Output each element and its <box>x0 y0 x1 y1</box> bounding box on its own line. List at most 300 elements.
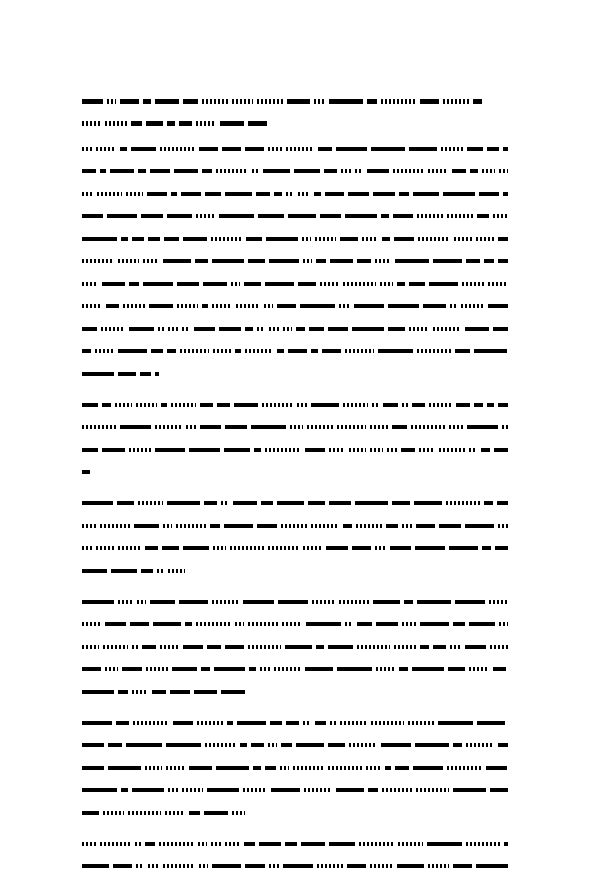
word-mark <box>352 546 371 550</box>
word-mark <box>285 842 297 846</box>
word-mark <box>186 425 196 429</box>
word-mark <box>257 99 283 104</box>
word-mark <box>105 667 118 671</box>
word-mark <box>486 766 507 770</box>
word-mark <box>493 667 506 671</box>
word-mark <box>162 546 179 550</box>
text-line <box>82 763 512 772</box>
word-mark <box>118 690 128 694</box>
word-mark <box>183 645 203 649</box>
word-mark <box>399 192 409 196</box>
word-mark <box>488 282 508 286</box>
word-mark <box>433 259 463 263</box>
word-mark <box>494 448 508 452</box>
word-mark <box>212 600 239 604</box>
word-mark <box>265 448 301 452</box>
text-line <box>82 718 512 727</box>
word-mark <box>152 690 166 694</box>
word-mark <box>118 546 142 550</box>
text-line <box>82 499 512 508</box>
word-mark <box>450 304 457 308</box>
word-mark <box>129 282 139 286</box>
word-mark <box>182 788 203 792</box>
word-mark <box>103 811 124 815</box>
word-mark <box>487 147 499 151</box>
word-mark <box>393 214 413 218</box>
word-mark <box>136 864 144 868</box>
word-mark <box>166 743 201 747</box>
word-mark <box>493 327 508 331</box>
word-mark <box>479 192 499 196</box>
word-mark <box>382 788 412 792</box>
word-mark <box>248 121 267 126</box>
word-mark <box>245 349 273 353</box>
word-mark <box>231 282 240 286</box>
word-mark <box>202 99 228 104</box>
word-mark <box>476 237 494 241</box>
title-line <box>82 97 512 106</box>
word-mark <box>466 259 480 263</box>
word-mark <box>355 501 388 505</box>
word-mark <box>375 259 391 263</box>
word-mark <box>390 546 411 550</box>
word-mark <box>101 327 125 331</box>
word-mark <box>141 569 153 573</box>
word-mark <box>133 721 169 725</box>
word-mark <box>370 448 383 452</box>
word-mark <box>420 622 449 626</box>
word-mark <box>453 743 462 747</box>
word-mark <box>138 169 147 173</box>
word-mark <box>245 864 266 868</box>
word-mark <box>117 501 135 505</box>
word-mark <box>82 304 102 308</box>
word-mark <box>467 147 483 151</box>
word-mark <box>82 282 98 286</box>
word-mark <box>165 811 185 815</box>
word-mark <box>183 237 207 241</box>
word-mark <box>465 524 494 528</box>
text-line <box>82 521 512 530</box>
word-mark <box>118 259 140 263</box>
word-mark <box>381 214 389 218</box>
word-mark <box>312 600 335 604</box>
word-mark <box>314 192 321 196</box>
word-mark <box>305 667 333 671</box>
text-line <box>82 839 512 848</box>
word-mark <box>262 403 293 407</box>
word-mark <box>456 403 470 407</box>
word-mark <box>107 99 116 104</box>
word-mark <box>504 842 508 846</box>
word-mark <box>177 282 199 286</box>
word-mark <box>82 448 98 452</box>
word-mark <box>307 425 333 429</box>
word-mark <box>145 546 158 550</box>
word-mark <box>380 282 393 286</box>
word-mark <box>82 864 109 868</box>
word-mark <box>200 425 221 429</box>
word-mark <box>82 259 114 263</box>
word-mark <box>103 645 128 649</box>
word-mark <box>205 743 236 747</box>
word-mark <box>105 622 126 626</box>
word-mark <box>118 349 147 353</box>
word-mark <box>470 169 478 173</box>
word-mark <box>168 788 178 792</box>
word-mark <box>259 842 281 846</box>
word-mark <box>371 147 405 151</box>
word-mark <box>264 304 273 308</box>
word-mark <box>122 667 142 671</box>
word-mark <box>429 282 459 286</box>
word-mark <box>128 811 161 815</box>
word-mark <box>345 622 354 626</box>
text-line <box>82 597 512 606</box>
word-mark <box>257 524 277 528</box>
word-mark <box>194 327 215 331</box>
word-mark <box>170 690 190 694</box>
word-mark <box>271 788 300 792</box>
word-mark <box>356 524 382 528</box>
text-line <box>82 808 512 817</box>
word-mark <box>502 425 508 429</box>
word-mark <box>232 811 245 815</box>
word-mark <box>398 842 423 846</box>
word-mark <box>269 864 279 868</box>
word-mark <box>171 192 177 196</box>
word-mark <box>490 645 508 649</box>
word-mark <box>482 169 495 173</box>
word-mark <box>452 169 466 173</box>
word-mark <box>123 304 146 308</box>
word-mark <box>395 766 409 770</box>
word-mark <box>453 788 487 792</box>
word-mark <box>183 99 198 104</box>
word-mark <box>308 501 325 505</box>
word-mark <box>204 501 217 505</box>
word-mark <box>211 237 242 241</box>
word-mark <box>82 546 92 550</box>
word-mark <box>212 864 241 868</box>
word-mark <box>427 842 463 846</box>
word-mark <box>399 667 408 671</box>
word-mark <box>268 546 299 550</box>
word-mark <box>172 667 197 671</box>
word-mark <box>285 645 312 649</box>
word-mark <box>256 192 270 196</box>
word-mark <box>484 259 494 263</box>
word-mark <box>329 448 346 452</box>
word-mark <box>378 349 413 353</box>
word-mark <box>386 524 398 528</box>
word-mark <box>82 811 99 815</box>
word-mark <box>373 192 395 196</box>
word-mark <box>419 448 435 452</box>
word-mark <box>416 524 435 528</box>
word-mark <box>202 169 212 173</box>
word-mark <box>288 349 307 353</box>
word-mark <box>221 690 245 694</box>
word-mark <box>324 169 337 173</box>
word-mark <box>108 743 122 747</box>
word-mark <box>252 169 259 173</box>
word-mark <box>196 214 215 218</box>
word-mark <box>219 214 254 218</box>
word-mark <box>453 622 466 626</box>
word-mark <box>345 349 374 353</box>
word-mark <box>282 622 302 626</box>
word-mark <box>329 842 356 846</box>
word-mark <box>225 842 240 846</box>
word-mark <box>199 864 208 868</box>
word-mark <box>455 349 470 353</box>
text-line <box>82 189 512 198</box>
word-mark <box>283 327 292 331</box>
word-mark <box>220 121 244 126</box>
word-mark <box>499 169 508 173</box>
text-line <box>82 544 512 553</box>
title-line <box>82 119 512 128</box>
word-mark <box>221 501 229 505</box>
word-mark <box>202 304 208 308</box>
word-mark <box>120 147 127 151</box>
word-mark <box>370 425 388 429</box>
word-mark <box>222 147 241 151</box>
word-mark <box>286 192 294 196</box>
word-mark <box>82 147 92 151</box>
word-mark <box>150 169 170 173</box>
word-mark <box>383 403 398 407</box>
word-mark <box>449 546 479 550</box>
word-mark <box>277 501 304 505</box>
word-mark <box>100 524 130 528</box>
word-mark <box>157 569 164 573</box>
word-mark <box>194 690 217 694</box>
word-mark <box>417 600 451 604</box>
word-mark <box>108 766 141 770</box>
word-mark <box>366 766 381 770</box>
word-mark <box>132 237 144 241</box>
word-mark <box>132 645 139 649</box>
word-mark <box>311 349 318 353</box>
word-mark <box>296 743 325 747</box>
text-line <box>82 234 512 243</box>
word-mark <box>454 237 472 241</box>
word-mark <box>177 304 198 308</box>
word-mark <box>340 237 358 241</box>
word-mark <box>200 403 213 407</box>
text-line <box>82 620 512 629</box>
word-mark <box>416 788 449 792</box>
word-mark <box>497 501 508 505</box>
word-mark <box>348 192 370 196</box>
word-mark <box>96 147 116 151</box>
word-mark <box>441 147 464 151</box>
word-mark <box>82 690 114 694</box>
word-mark <box>163 864 195 868</box>
word-mark <box>418 237 451 241</box>
word-mark <box>235 622 245 626</box>
word-mark <box>136 403 158 407</box>
word-mark <box>287 99 310 104</box>
word-mark <box>230 546 265 550</box>
word-mark <box>96 546 114 550</box>
word-mark <box>82 121 101 126</box>
word-mark <box>246 237 262 241</box>
word-mark <box>265 282 294 286</box>
paragraph <box>82 597 512 696</box>
word-mark <box>82 169 96 173</box>
word-mark <box>484 501 493 505</box>
word-mark <box>212 259 245 263</box>
word-mark <box>448 667 465 671</box>
word-mark <box>293 766 324 770</box>
word-mark <box>477 214 489 218</box>
word-mark <box>349 743 377 747</box>
text-line <box>82 642 512 651</box>
paragraph <box>82 400 512 477</box>
word-mark <box>318 147 332 151</box>
word-mark <box>328 645 354 649</box>
word-mark <box>143 99 151 104</box>
word-mark <box>311 524 339 528</box>
word-mark <box>240 743 247 747</box>
word-mark <box>343 282 376 286</box>
word-mark <box>428 864 449 868</box>
word-mark <box>474 403 483 407</box>
word-mark <box>415 546 445 550</box>
word-mark <box>499 622 508 626</box>
word-mark <box>493 214 508 218</box>
word-mark <box>446 501 481 505</box>
word-mark <box>134 524 160 528</box>
word-mark <box>227 721 233 725</box>
word-mark <box>82 349 91 353</box>
word-mark <box>232 99 253 104</box>
word-mark <box>248 622 278 626</box>
word-mark <box>449 425 464 429</box>
paragraph <box>82 499 512 576</box>
word-mark <box>244 842 256 846</box>
word-mark <box>257 327 265 331</box>
text-line <box>82 862 512 871</box>
word-mark <box>160 645 179 649</box>
word-mark <box>298 192 310 196</box>
word-mark <box>155 425 182 429</box>
word-mark <box>294 169 320 173</box>
word-mark <box>340 721 367 725</box>
word-mark <box>82 600 114 604</box>
word-mark <box>146 667 168 671</box>
word-mark <box>260 667 270 671</box>
text-line <box>82 302 512 311</box>
word-mark <box>155 448 185 452</box>
word-mark <box>82 743 104 747</box>
word-mark <box>411 425 445 429</box>
word-mark <box>82 99 103 104</box>
word-mark <box>82 524 96 528</box>
word-mark <box>261 501 273 505</box>
word-mark <box>248 259 265 263</box>
word-mark <box>217 403 230 407</box>
word-mark <box>303 259 312 263</box>
word-mark <box>290 425 303 429</box>
word-mark <box>269 327 279 331</box>
word-mark <box>113 864 133 868</box>
word-mark <box>498 743 508 747</box>
word-mark <box>95 349 114 353</box>
word-mark <box>394 237 414 241</box>
word-mark <box>278 600 308 604</box>
word-mark <box>341 169 352 173</box>
word-mark <box>132 788 165 792</box>
word-mark <box>126 743 162 747</box>
word-mark <box>469 622 495 626</box>
word-mark <box>439 448 466 452</box>
word-mark <box>298 282 317 286</box>
word-mark <box>107 214 137 218</box>
word-mark <box>476 864 508 868</box>
word-mark <box>205 192 221 196</box>
word-mark <box>142 645 156 649</box>
word-mark <box>453 864 473 868</box>
word-mark <box>251 425 286 429</box>
word-mark <box>121 237 128 241</box>
word-mark <box>185 622 192 626</box>
word-mark <box>450 645 462 649</box>
word-mark <box>281 524 307 528</box>
word-mark <box>412 403 425 407</box>
word-mark <box>201 667 210 671</box>
word-mark <box>443 192 476 196</box>
word-mark <box>420 645 429 649</box>
word-mark <box>315 721 326 725</box>
word-mark <box>143 282 174 286</box>
word-mark <box>297 403 307 407</box>
word-mark <box>268 743 277 747</box>
word-mark <box>171 403 196 407</box>
word-mark <box>325 192 344 196</box>
word-mark <box>155 99 179 104</box>
word-mark <box>265 766 276 770</box>
word-mark <box>482 546 491 550</box>
word-mark <box>305 448 325 452</box>
word-mark <box>473 99 482 104</box>
word-mark <box>388 327 405 331</box>
word-mark <box>225 192 253 196</box>
word-mark <box>110 169 134 173</box>
word-mark <box>417 349 451 353</box>
word-mark <box>137 600 147 604</box>
word-mark <box>224 524 254 528</box>
word-mark <box>155 372 159 376</box>
word-mark <box>213 349 231 353</box>
word-mark <box>167 501 200 505</box>
word-mark <box>243 600 275 604</box>
word-mark <box>82 667 101 671</box>
word-mark <box>367 169 389 173</box>
word-mark <box>417 214 443 218</box>
text-line <box>82 167 512 176</box>
word-mark <box>245 327 254 331</box>
word-mark <box>196 121 216 126</box>
word-mark <box>153 622 181 626</box>
word-mark <box>148 237 161 241</box>
word-mark <box>469 448 477 452</box>
word-mark <box>371 721 404 725</box>
word-mark <box>281 743 292 747</box>
